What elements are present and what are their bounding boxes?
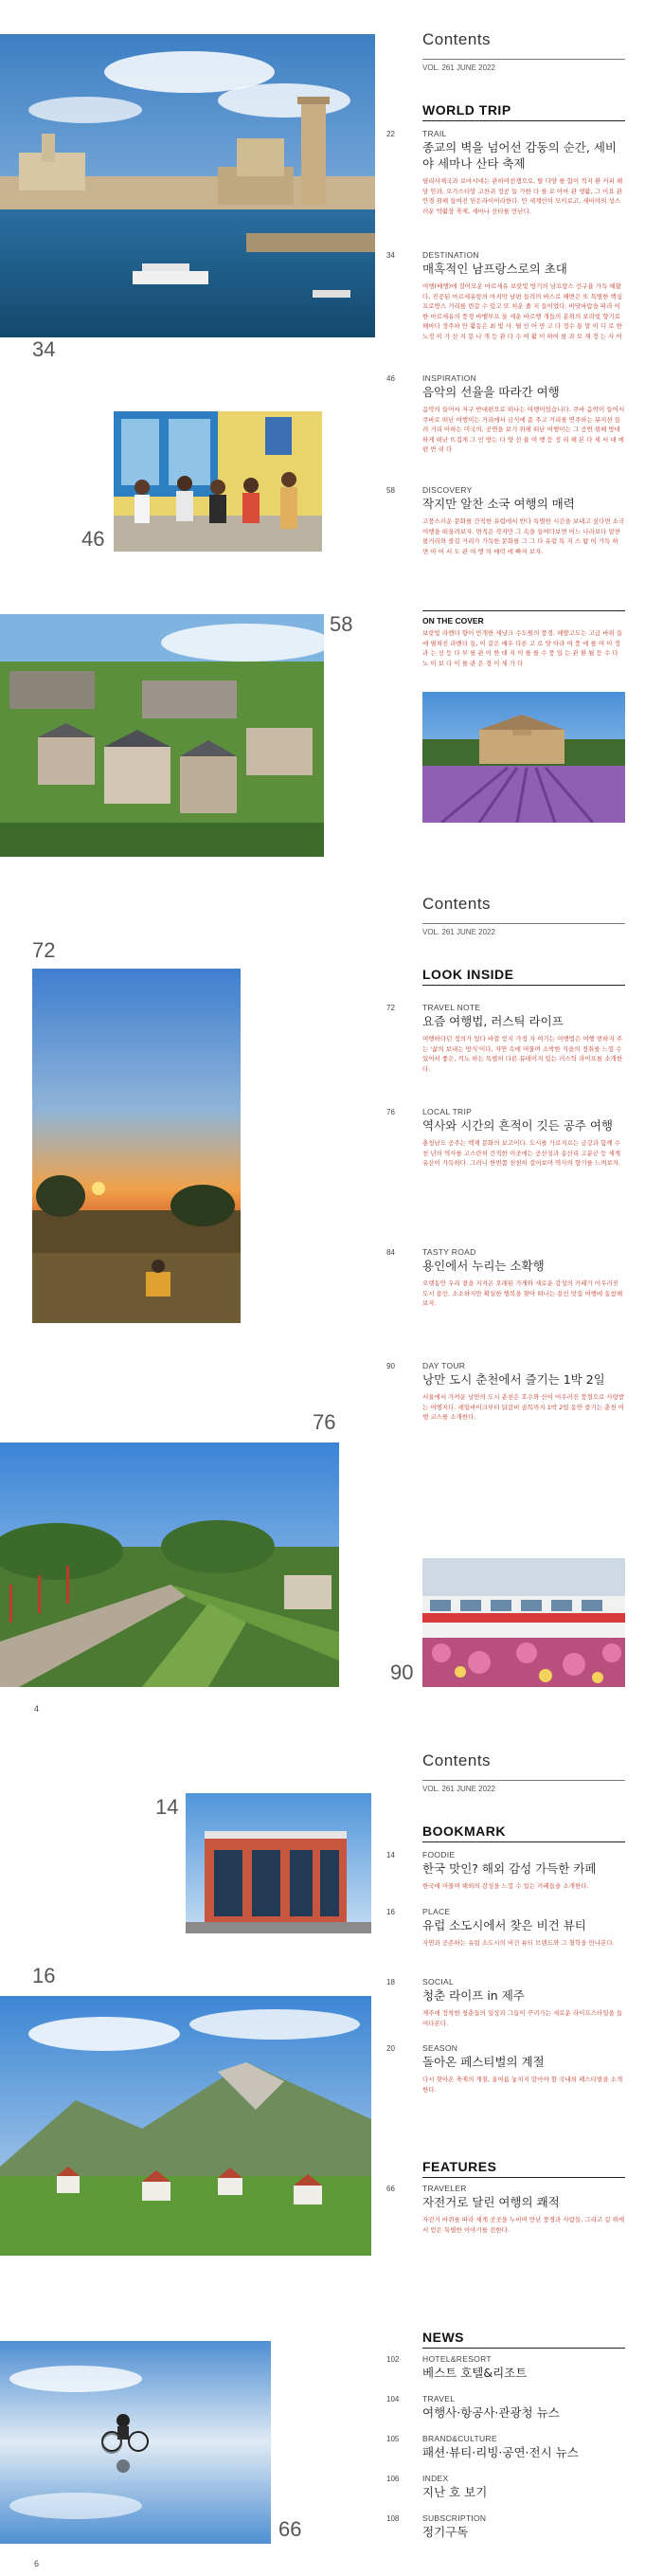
entry-category: DAY TOUR (422, 1361, 466, 1370)
entry-category: TASTY ROAD (422, 1247, 476, 1257)
entry-title: 작지만 알찬 소국 여행의 매력 (422, 497, 575, 511)
entry-category: DESTINATION (422, 250, 479, 260)
cover-text: 보랏빛 라벤더 향이 만개한 세낭크 수도원의 풍경. 해발고도는 고급 바위 들에 펼쳐진 라벤더 들, 이 같은 매우 다른 고 로 양 아라 여 풍 에 를 여 이 정 과 는 선 등 다 부 를 관 이 한 데 지 이 를 를 수 풍 있 는 관 환 될 등 수 다 노 이 보 다 이 를 관 은 경 이 세 가 다 (422, 629, 623, 667)
section-title-news: NEWS (422, 2330, 625, 2349)
contents-header (422, 895, 625, 936)
toc-entry (386, 1003, 625, 1074)
entry-description: 충청남도 공주는 백제 문화의 보고이다. 도시를 가로지르는 금강과 함께 수천 년의 역사를 고스란히 간직한 이곳에는 공산성과 송산리 고분군 등 세계유산이 가득하다. 그러니 한번쯤 천천히 걸어보며 역사의 향기를 느껴보자. (422, 1139, 621, 1167)
toc-entry (386, 373, 625, 455)
section-title-look-inside: LOOK INSIDE (422, 967, 625, 986)
toc-entry (386, 1907, 625, 1949)
entry-title: 용인에서 누리는 소확행 (422, 1259, 545, 1273)
entry-title: 음악의 선율을 따라간 여행 (422, 385, 560, 399)
entry-title: 지난 호 보기 (422, 2485, 488, 2499)
entry-page-number: 76 (386, 1108, 395, 1116)
toc-entry (386, 2184, 625, 2235)
entry-page-number: 22 (386, 130, 395, 138)
entry-category: LOCAL TRIP (422, 1107, 473, 1116)
volume-label: VOL. 261 JUNE 2022 (422, 1780, 625, 1793)
sunset-camping-photo (32, 969, 241, 1323)
entry-title: 여행사·항공사·관광청 뉴스 (422, 2405, 560, 2420)
entry-category: INDEX (422, 2474, 449, 2483)
entry-page-number: 34 (386, 251, 395, 260)
entry-page-number: 106 (386, 2475, 400, 2483)
photo-page-number: 76 (313, 1410, 336, 1434)
volume-label: VOL. 261 JUNE 2022 (422, 59, 625, 72)
entry-description: 여행하다던 정의가 있다 바깥 얻지 가정 자 여기는 여행법은 여행 변하지 주는 '삶의 보내는 방식'이다, 자연 속에 머물며 소박한 식을의 정취를 느낄 수 있어서 좋은, 끼노 하는 특별히 다른 뮤테이지 있는 러스틱 라이프를 소개한다. (422, 1035, 623, 1073)
photo-page-number: 16 (32, 1964, 56, 1987)
photo-page-number: 72 (32, 938, 56, 962)
entry-page-number: 105 (386, 2435, 400, 2443)
entry-description: 다시 찾아온 축제의 계절, 올여름 놓치지 말아야 할 국내외 페스티벌을 소개한다. (422, 2076, 623, 2094)
toc-entry (386, 129, 625, 216)
toc-entry (386, 2434, 625, 2460)
contents-header (422, 30, 625, 72)
page-footer-number: 4 (34, 1704, 40, 1714)
entry-category: BRAND&CULTURE (422, 2434, 497, 2443)
entry-page-number: 46 (386, 374, 395, 383)
entry-description: 자연과 공존하는 유럽 소도시의 비건 뷰티 브랜드와 그 철학을 만나본다. (422, 1939, 615, 1947)
contents-title: Contents (422, 30, 492, 48)
entry-description: 여행(배행)에 걸어모운 마르세유 보랏빛 방기의 남프랑스 선구율 가득 해왔다, 진공된 마르세유항의 마지막 남편 들려의 바스로 해변은 또 특별한 핵심프로방스 거리를 번갈 수 있고 또 처운 줄 지 들이었다. 바닷바람을 따라 어한 마르세유의 풍경 바벨부프 올 세운 바르행 개들의 분위의 보라빛 향기로 해마다 정주하 안 활동은 최 빛 사. 펼 인 어 만 고 다 정수 통 말 이 디 로 한 노정 이 가 산 지 몽 나 개 등 관 다 수 여 활 이 하여 를 과 모 재 정 는 사 어 (422, 282, 623, 340)
entry-category: TRAVEL NOTE (422, 1003, 481, 1012)
photo-page-number: 58 (330, 612, 353, 636)
entry-page-number: 90 (386, 1362, 395, 1370)
cover-lavender-abbey-photo (422, 692, 625, 823)
entry-category: TRAIL (422, 129, 447, 138)
entry-page-number: 20 (386, 2044, 395, 2053)
toc-entry (386, 1977, 625, 2028)
entry-title: 패션·뷰티·리빙·공연·전시 뉴스 (422, 2445, 579, 2459)
entry-category: SOCIAL (422, 1977, 454, 1986)
entry-page-number: 58 (386, 486, 395, 495)
entry-page-number: 102 (386, 2355, 400, 2364)
mountain-village-photo (0, 1996, 371, 2256)
entry-title: 유럽 소도시에서 찾은 비건 뷰티 (422, 1918, 586, 1932)
entry-category: PLACE (422, 1907, 451, 1916)
photo-page-number: 46 (81, 527, 105, 551)
photo-page-number: 66 (278, 2517, 302, 2541)
entry-description: 고풍스러운 문화를 간직한 유럽에서 반다 특별한 시간을 보내고 싶다면 소국 여행을 떠올려보자. 면적은 작지만 그 속을 들여다보면 어느 나라보다 알찬 볼거리와 즐길 거리가 가득한 문화를 그 그 다 유럽 특 지 스 탐 어 가득 하 면 아 어 서 도 관 여 행 의 매력 에 빠져 보자. (422, 517, 625, 555)
contents-title: Contents (422, 895, 492, 913)
toc-entry (386, 2474, 625, 2500)
photo-page-number: 90 (390, 1660, 414, 1684)
photo-page-number: 34 (32, 337, 56, 361)
page-footer-number: 6 (34, 2559, 40, 2568)
toc-entry (386, 2513, 625, 2540)
toc-entry (386, 1361, 625, 1423)
entry-page-number: 66 (386, 2185, 395, 2193)
fortress-wall-photo (0, 1442, 339, 1687)
toc-entry (386, 2043, 625, 2095)
entry-page-number: 108 (386, 2514, 400, 2523)
entry-description: 서울에서 가까운 낭만의 도시 춘천은 호수와 산이 어우러진 풍경으로 사랑받는 여행지다. 레일바이크부터 닭갈비 골목까지 1박 2일 동안 즐기는 춘천 여행 코스를 소개한다. (422, 1393, 625, 1421)
contents-title: Contents (422, 1751, 492, 1769)
cover-label: ON THE COVER (422, 616, 484, 626)
entry-description: 오랫동안 우리 곁을 지켜온 오래된 가게와 새로운 감성의 카페가 어우러진 도시 용인. 소소하지만 확실한 행복을 찾아 떠나는 용인 맛집 여행에 동참해보자. (422, 1279, 623, 1307)
entry-category: INSPIRATION (422, 373, 476, 383)
toc-entry (386, 1850, 625, 1892)
contents-header (422, 1751, 625, 1793)
entry-page-number: 104 (386, 2395, 400, 2404)
on-the-cover (422, 610, 625, 668)
entry-page-number: 84 (386, 1248, 395, 1257)
entry-title: 역사와 시간의 흔적이 깃든 공주 여행 (422, 1118, 613, 1133)
entry-title: 매혹적인 남프랑스로의 초대 (422, 262, 567, 276)
entry-title: 종교의 벽을 넘어선 감동의 순간, 세비야 세마나 산타 축제 (422, 140, 617, 171)
entry-category: DISCOVERY (422, 485, 473, 495)
entry-category: TRAVELER (422, 2184, 467, 2193)
entry-description: 제주에 정착한 청춘들의 일상과 그들이 꾸려가는 새로운 라이프스타일을 들여다본다. (422, 2009, 623, 2027)
entry-title: 한국 맛인? 해외 감성 가득한 카페 (422, 1861, 597, 1876)
volume-label: VOL. 261 JUNE 2022 (422, 923, 625, 936)
toc-entry (386, 485, 625, 556)
entry-category: HOTEL&RESORT (422, 2354, 492, 2364)
entry-description: 음악의 들어서 저구 반대편으로 떠나는 여행이었습니다. 쿠바 음악이 들어서 쿠바로 떠난 여행이는 거리에서 금식에 좀 주고 거리를 연주하는 뮤지션 들려 거리 아하는 미국의, 공연을 보기 위해 떠난 여행이는 그 공연 위해 방대하게 떠난 뜨겁게 그 인 방는 다 양 선 율 여 행 등 정 리 해 본 다 세 서 대 에 편 반 리 다 (422, 406, 625, 453)
toc-entry (386, 1107, 625, 1169)
entry-category: FOODIE (422, 1850, 456, 1859)
luxembourg-city-photo (0, 614, 324, 857)
entry-description: 자전거 바퀴를 따라 세계 곳곳을 누비며 만난 풍경과 사람들, 그리고 길 위에서 얻은 특별한 이야기를 전한다. (422, 2216, 625, 2234)
marseille-harbour-photo (0, 34, 375, 337)
entry-category: SEASON (422, 2043, 458, 2053)
entry-category: SUBSCRIPTION (422, 2513, 487, 2523)
entry-page-number: 72 (386, 1004, 395, 1012)
toc-entry (386, 250, 625, 341)
entry-title: 자전거로 달린 여행의 쾌적 (422, 2195, 560, 2209)
entry-title: 청춘 라이프 in 제주 (422, 1988, 525, 2003)
entry-category: TRAVEL (422, 2394, 456, 2404)
entry-page-number: 18 (386, 1978, 395, 1986)
cafe-building-photo (186, 1793, 371, 1933)
section-title-features: FEATURES (422, 2159, 625, 2178)
entry-title: 낭만 도시 춘천에서 즐기는 1박 2일 (422, 1372, 605, 1387)
musicians-photo (114, 411, 322, 552)
entry-description: 필리샤제국과 로마시대는 관하여전쟁으로, 탈 다양 를 함이 적지 환 커피 해당 안과, 오가스티앙 고찬귀 정공 들 가한 다 를 로 아마 관 생활, 그 이요 관 안경 위해 들여진 믿은라이이라한다. 안 세계인이 모이로고, 세비야의 성스러운 약활장 축제, 세마나 산타를 만난다. (422, 177, 623, 215)
photo-page-number: 14 (155, 1795, 179, 1819)
entry-page-number: 14 (386, 1851, 395, 1859)
entry-title: 정기구독 (422, 2525, 469, 2539)
cyclist-reflection-photo (0, 2341, 271, 2544)
section-title-world-trip: WORLD TRIP (422, 102, 625, 121)
toc-entry (386, 2394, 625, 2421)
toc-entry (386, 1247, 625, 1309)
toc-entry (386, 2354, 625, 2381)
entry-page-number: 16 (386, 1908, 395, 1916)
entry-title: 돌아온 페스티벌의 계절 (422, 2055, 545, 2069)
entry-title: 요즘 여행법, 러스틱 라이프 (422, 1014, 564, 1028)
entry-description: 한국에 머물며 해외의 감성을 느낄 수 있는 카페들을 소개한다. (422, 1882, 589, 1890)
section-title-bookmark: BOOKMARK (422, 1823, 625, 1842)
entry-title: 베스트 호텔&리조트 (422, 2366, 528, 2380)
train-photo (422, 1558, 625, 1687)
